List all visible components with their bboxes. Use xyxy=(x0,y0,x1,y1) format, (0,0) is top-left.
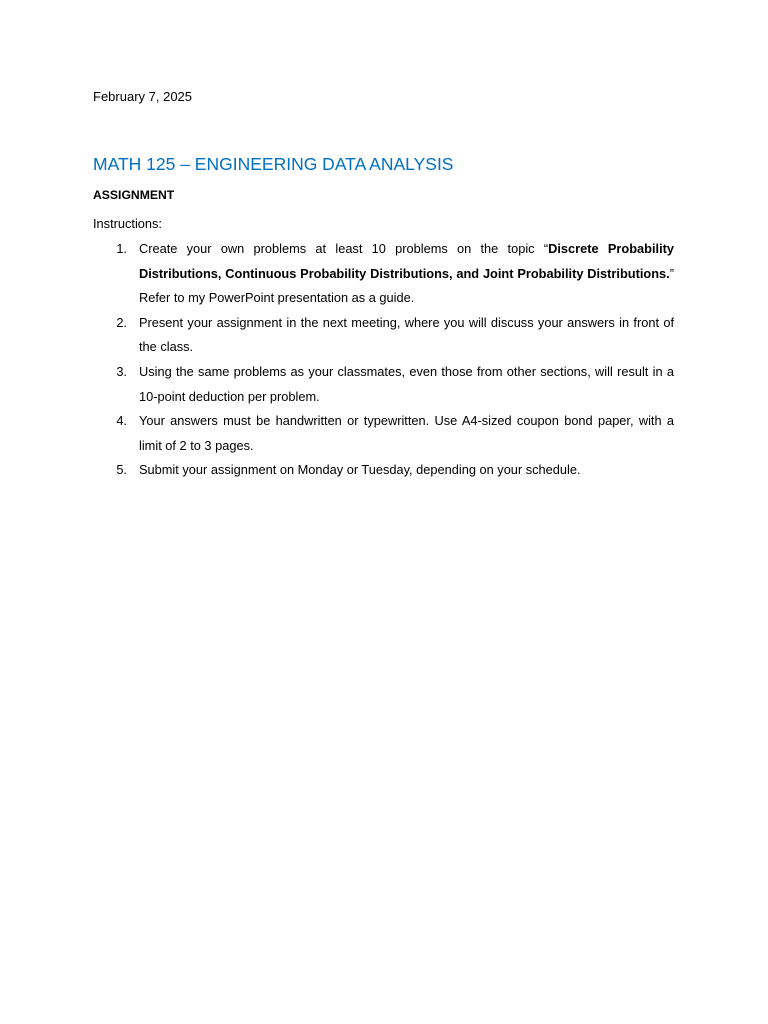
list-item-number: 5. xyxy=(116,462,127,478)
list-item-number: 1. xyxy=(116,241,127,256)
list-item-number: 3. xyxy=(116,363,127,379)
list-item-text: Using the same problems as your classmates, even those from other sections, will result in a 10-point deduction per problem. xyxy=(139,363,674,404)
list-item-number: 2. xyxy=(116,314,127,330)
document-date: February 7, 2025 xyxy=(93,89,193,104)
list-item-text: Present your assignment in the next meeting, where you will discuss your answers in front of the class. xyxy=(139,314,674,355)
list-item-text: ” Refer to my PowerPoint presentation as a guide. xyxy=(139,265,674,306)
instructions-label: Instructions: xyxy=(93,216,162,231)
assignment-heading: ASSIGNMENT xyxy=(93,188,175,202)
list-item xyxy=(93,311,674,360)
list-item-text: Create your own problems at least 10 problems on the topic “ xyxy=(139,241,549,256)
course-title: MATH 125 – ENGINEERING DATA ANALYSIS xyxy=(93,154,454,174)
list-item-text: Your answers must be handwritten or typewritten. Use A4-sized coupon bond paper, with a limit of 2 to 3 pages. xyxy=(139,413,674,453)
list-item xyxy=(93,409,674,458)
list-item-number: 4. xyxy=(116,413,127,429)
topic-emphasis: Discrete Probability Distributions, Continuous Probability Distributions, and Joint Probability Distributions. xyxy=(139,241,674,281)
list-item xyxy=(93,360,674,409)
list-item xyxy=(93,458,674,483)
list-item-text: Submit your assignment on Monday or Tuesday, depending on your schedule. xyxy=(139,462,581,478)
list-item xyxy=(93,237,674,311)
instructions-list xyxy=(93,237,674,483)
